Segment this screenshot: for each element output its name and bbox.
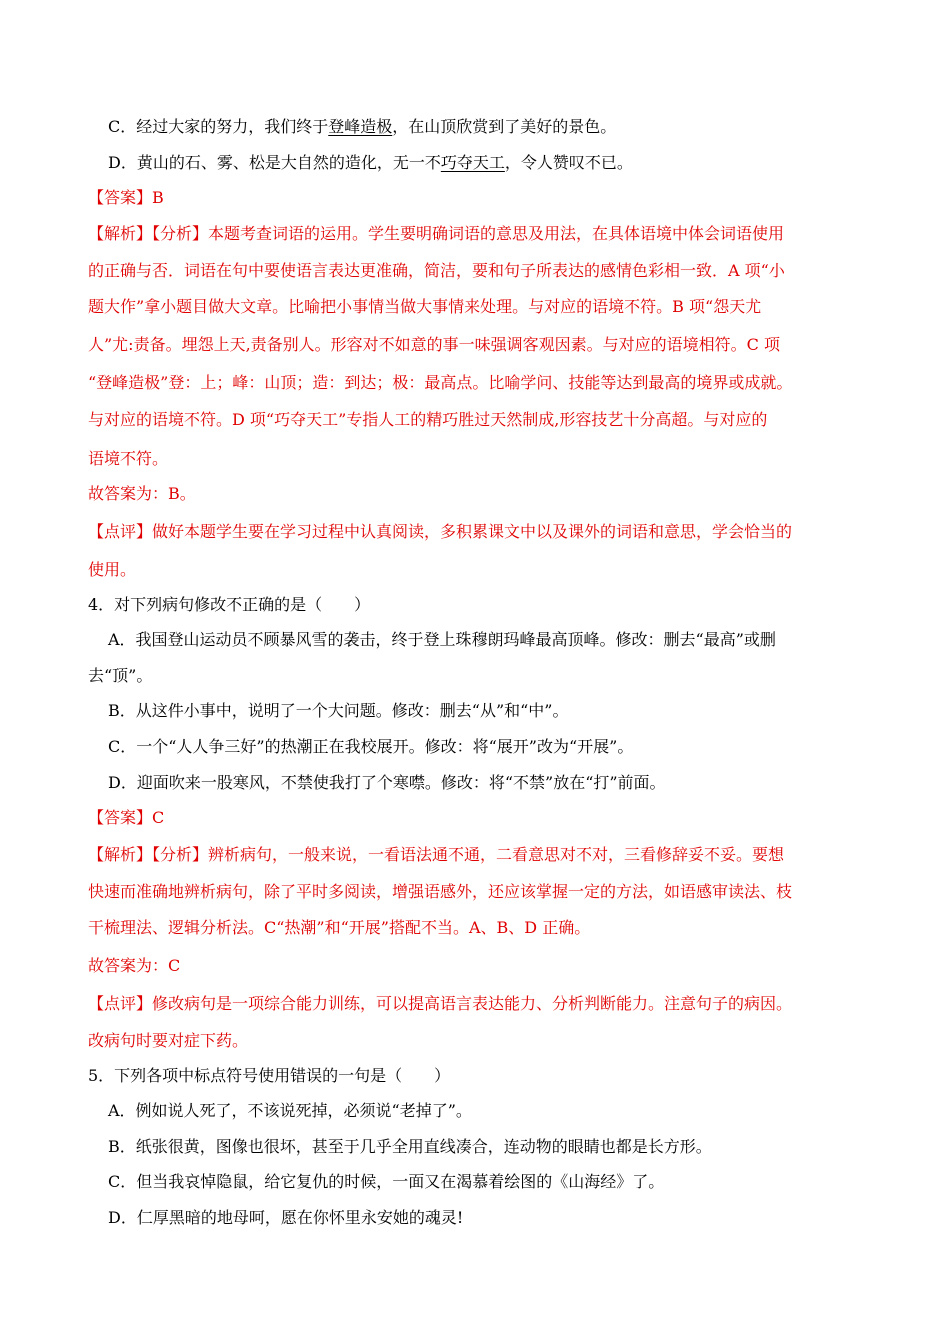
q5-option-b: B．纸张很黄，图像也很坏，甚至于几乎全用直线凑合，连动物的眼睛也都是长方形。 (108, 1137, 712, 1156)
q3-analysis-line-6: 与对应的语境不符。D 项“巧夺天工”专指人工的精巧胜过天然制成,形容技艺十分高超。与对应的 (88, 410, 768, 429)
q3-comment-line-1: 【点评】做好本题学生要在学习过程中认真阅读，多积累课文中以及课外的词语和意思，学会恰当的 (88, 522, 793, 541)
q3-option-d (108, 153, 898, 173)
q4-option-d: D．迎面吹来一股寒风，不禁使我打了个寒噤。修改：将“不禁”放在“打”前面。 (108, 773, 666, 792)
q3-analysis-line-3: 题大作”拿小题目做大文章。比喻把小事情当做大事情来处理。与对应的语境不符。B 项“怨天尤 (88, 297, 762, 316)
q5-option-d: D．仁厚黑暗的地母呵，愿在你怀里永安她的魂灵! (108, 1208, 464, 1227)
q4-stem: 4．对下列病句修改不正确的是（ ） (88, 595, 371, 614)
q3-analysis-line-5: “登峰造极”登：上；峰：山顶；造：到达；极：最高点。比喻学问、技能等达到最高的境界或成就。 (88, 373, 793, 392)
q3-option-d-underlined: 巧夺天工 (440, 153, 505, 172)
q4-option-c: C．一个“人人争三好”的热潮正在我校展开。修改：将“展开”改为“开展”。 (108, 737, 634, 756)
q3-analysis-line-1: 【解析】【分析】本题考查词语的运用。学生要明确词语的意思及用法，在具体语境中体会词语使用 (88, 224, 785, 243)
q3-comment-line-2: 使用。 (88, 560, 137, 579)
q4-comment-line-1: 【点评】修改病句是一项综合能力训练，可以提高语言表达能力、分析判断能力。注意句子的病因。 (88, 994, 793, 1013)
q5-option-a: A．例如说人死了，不该说死掉，必须说“老掉了”。 (108, 1101, 472, 1120)
q3-answer: 【答案】B (88, 188, 164, 207)
q3-analysis-line-7: 语境不符。 (88, 449, 169, 468)
q3-conclusion: 故答案为：B。 (88, 484, 196, 503)
q4-analysis-line-2: 快速而准确地辨析病句，除了平时多阅读，增强语感外，还应该掌握一定的方法，如语感审读法、枝 (88, 882, 793, 901)
q3-option-c-pre: C．经过大家的努力，我们终于 (108, 117, 329, 136)
q5-option-c: C．但当我哀悼隐鼠，给它复仇的时候，一面又在渴慕着绘图的《山海经》了。 (108, 1172, 665, 1191)
q3-analysis-line-4: 人”尤:责备。埋怨上天,责备别人。形容对不如意的事一味强调客观因素。与对应的语境相符。C 项 (88, 335, 780, 354)
q4-option-b: B．从这件小事中，说明了一个大问题。修改：删去“从”和“中”。 (108, 701, 569, 720)
q4-analysis-line-3: 干梳理法、逻辑分析法。C“热潮”和“开展”搭配不当。A、B、D 正确。 (88, 918, 591, 937)
q3-analysis-line-2: 的正确与否．词语在句中要使语言表达更准确，简洁，要和句子所表达的感情色彩相一致．A 项“小 (88, 261, 785, 280)
q4-option-a-line-2: 去“顶”。 (88, 666, 153, 685)
q5-stem: 5．下列各项中标点符号使用错误的一句是（ ） (88, 1066, 451, 1085)
q4-conclusion: 故答案为：C (88, 956, 181, 975)
q4-answer: 【答案】C (88, 808, 165, 827)
q4-analysis-line-1: 【解析】【分析】辨析病句，一般来说，一看语法通不通，二看意思对不对，三看修辞妥不妥。要想 (88, 845, 785, 864)
q4-comment-line-2: 改病句时要对症下药。 (88, 1031, 249, 1050)
q3-option-c (108, 117, 898, 137)
q3-option-c-post: ，在山顶欣赏到了美好的景色。 (392, 117, 617, 136)
q3-option-d-pre: D．黄山的石、雾、松是大自然的造化，无一不 (108, 153, 441, 172)
q4-option-a-line-1: A．我国登山运动员不顾暴风雪的袭击，终于登上珠穆朗玛峰最高顶峰。修改：删去“最高”或删 (108, 630, 776, 649)
q3-option-c-underlined: 登峰造极 (328, 117, 393, 136)
q3-option-d-post: ，令人赞叹不已。 (504, 153, 633, 172)
